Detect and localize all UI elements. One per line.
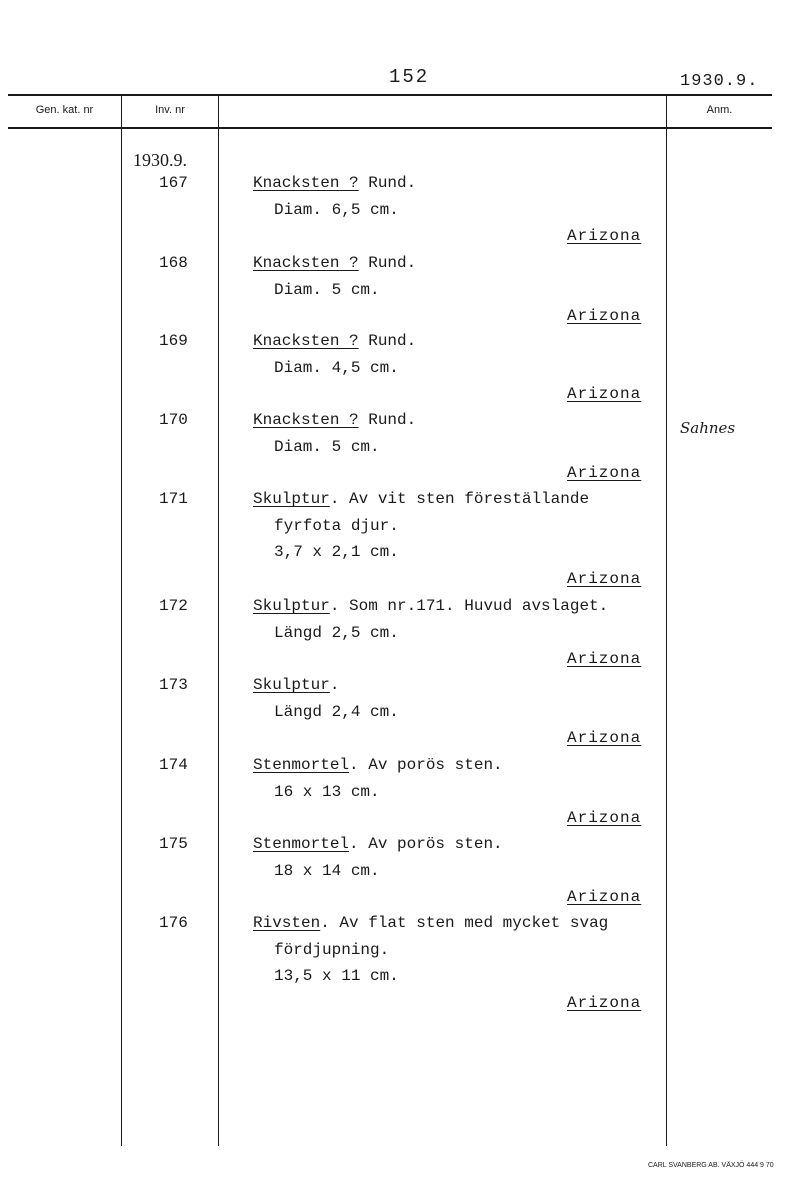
entry-location: Arizona bbox=[567, 650, 642, 668]
entry-title: Knacksten ? bbox=[253, 174, 359, 192]
entry-detail-line: 13,5 x 11 cm. bbox=[274, 967, 399, 985]
entry-first-line bbox=[253, 411, 416, 429]
entry-title: Stenmortel bbox=[253, 756, 350, 774]
entry-title: Skulptur bbox=[253, 490, 330, 508]
inv-number: 167 bbox=[159, 174, 188, 192]
entry-text: . bbox=[329, 676, 340, 694]
entry-first-line bbox=[253, 756, 503, 774]
entry-text: . Av porös sten. bbox=[349, 756, 503, 774]
entry-first-line bbox=[253, 597, 608, 615]
inv-number: 175 bbox=[159, 835, 188, 853]
entry-location: Arizona bbox=[567, 809, 642, 827]
entry-first-line bbox=[253, 174, 416, 192]
entry-first-line bbox=[253, 254, 416, 272]
inv-number: 174 bbox=[159, 756, 188, 774]
entry-first-line bbox=[253, 914, 608, 932]
entry-detail-line: 3,7 x 2,1 cm. bbox=[274, 543, 399, 561]
entry-title: Knacksten ? bbox=[253, 411, 359, 429]
entry-text: . Av vit sten föreställande bbox=[329, 490, 590, 508]
entry-first-line bbox=[253, 332, 416, 350]
entry-title: Rivsten bbox=[253, 914, 321, 932]
entry-location: Arizona bbox=[567, 464, 642, 482]
entry-text: . Av porös sten. bbox=[349, 835, 503, 853]
column-header-inv-nr: Inv. nr bbox=[155, 104, 185, 116]
inv-number: 172 bbox=[159, 597, 188, 615]
entry-title: Skulptur bbox=[253, 676, 330, 694]
entry-title: Skulptur bbox=[253, 597, 330, 615]
entry-location: Arizona bbox=[567, 227, 642, 245]
header-rule-top bbox=[8, 94, 772, 96]
entry-detail-line: Diam. 6,5 cm. bbox=[274, 200, 399, 219]
entry-detail-line: Längd 2,4 cm. bbox=[274, 702, 399, 721]
entry-first-line bbox=[253, 490, 589, 508]
column-header-gen-kat-nr: Gen. kat. nr bbox=[35, 104, 94, 116]
page-number: 152 bbox=[389, 66, 430, 88]
entry-text: . Som nr.171. Huvud avslaget. bbox=[329, 597, 609, 615]
entry-first-line bbox=[253, 676, 339, 694]
entry-title: Stenmortel bbox=[253, 835, 350, 853]
entry-text: Rund. bbox=[358, 254, 417, 272]
year-marker: 1930.9. bbox=[133, 150, 187, 170]
anm-note: Sahnes bbox=[680, 419, 736, 437]
entry-detail-line: fyrfota djur. bbox=[274, 516, 399, 535]
footer-printer-mark: CARL SVANBERG AB. VÄXJÖ 444 9 70 bbox=[648, 1162, 774, 1169]
entry-text: Rund. bbox=[358, 411, 417, 429]
entry-title: Knacksten ? bbox=[253, 254, 359, 272]
column-divider-1 bbox=[121, 94, 122, 1146]
entry-text: Rund. bbox=[358, 332, 417, 350]
entry-detail-line: Diam. 5 cm. bbox=[274, 280, 380, 299]
entry-location: Arizona bbox=[567, 729, 642, 747]
entry-detail-line: Längd 2,5 cm. bbox=[274, 623, 399, 642]
inv-number: 171 bbox=[159, 490, 188, 508]
inv-number: 168 bbox=[159, 254, 188, 272]
inv-number: 170 bbox=[159, 411, 188, 429]
entry-location: Arizona bbox=[567, 569, 642, 588]
entry-location: Arizona bbox=[567, 888, 642, 906]
entry-detail-line: 18 x 14 cm. bbox=[274, 861, 380, 880]
entry-detail-line: 16 x 13 cm. bbox=[274, 782, 380, 801]
entry-first-line bbox=[253, 835, 503, 853]
column-divider-3 bbox=[666, 94, 667, 1146]
page-date: 1930.9. bbox=[680, 72, 759, 91]
inv-number: 173 bbox=[159, 676, 188, 694]
column-header-anm: Anm. bbox=[706, 104, 733, 116]
header-rule-bottom bbox=[8, 127, 772, 129]
entry-location: Arizona bbox=[567, 307, 642, 325]
inv-number: 169 bbox=[159, 332, 188, 350]
entry-detail-line: Diam. 4,5 cm. bbox=[274, 358, 399, 377]
entry-text: Rund. bbox=[358, 174, 417, 192]
entry-detail-line: fördjupning. bbox=[274, 940, 390, 959]
entry-location: Arizona bbox=[567, 385, 642, 403]
entry-text: . Av flat sten med mycket svag bbox=[320, 914, 609, 932]
entry-title: Knacksten ? bbox=[253, 332, 359, 350]
entry-detail-line: Diam. 5 cm. bbox=[274, 437, 380, 456]
column-divider-2 bbox=[218, 94, 219, 1146]
entry-location: Arizona bbox=[567, 993, 642, 1012]
inv-number: 176 bbox=[159, 914, 188, 932]
